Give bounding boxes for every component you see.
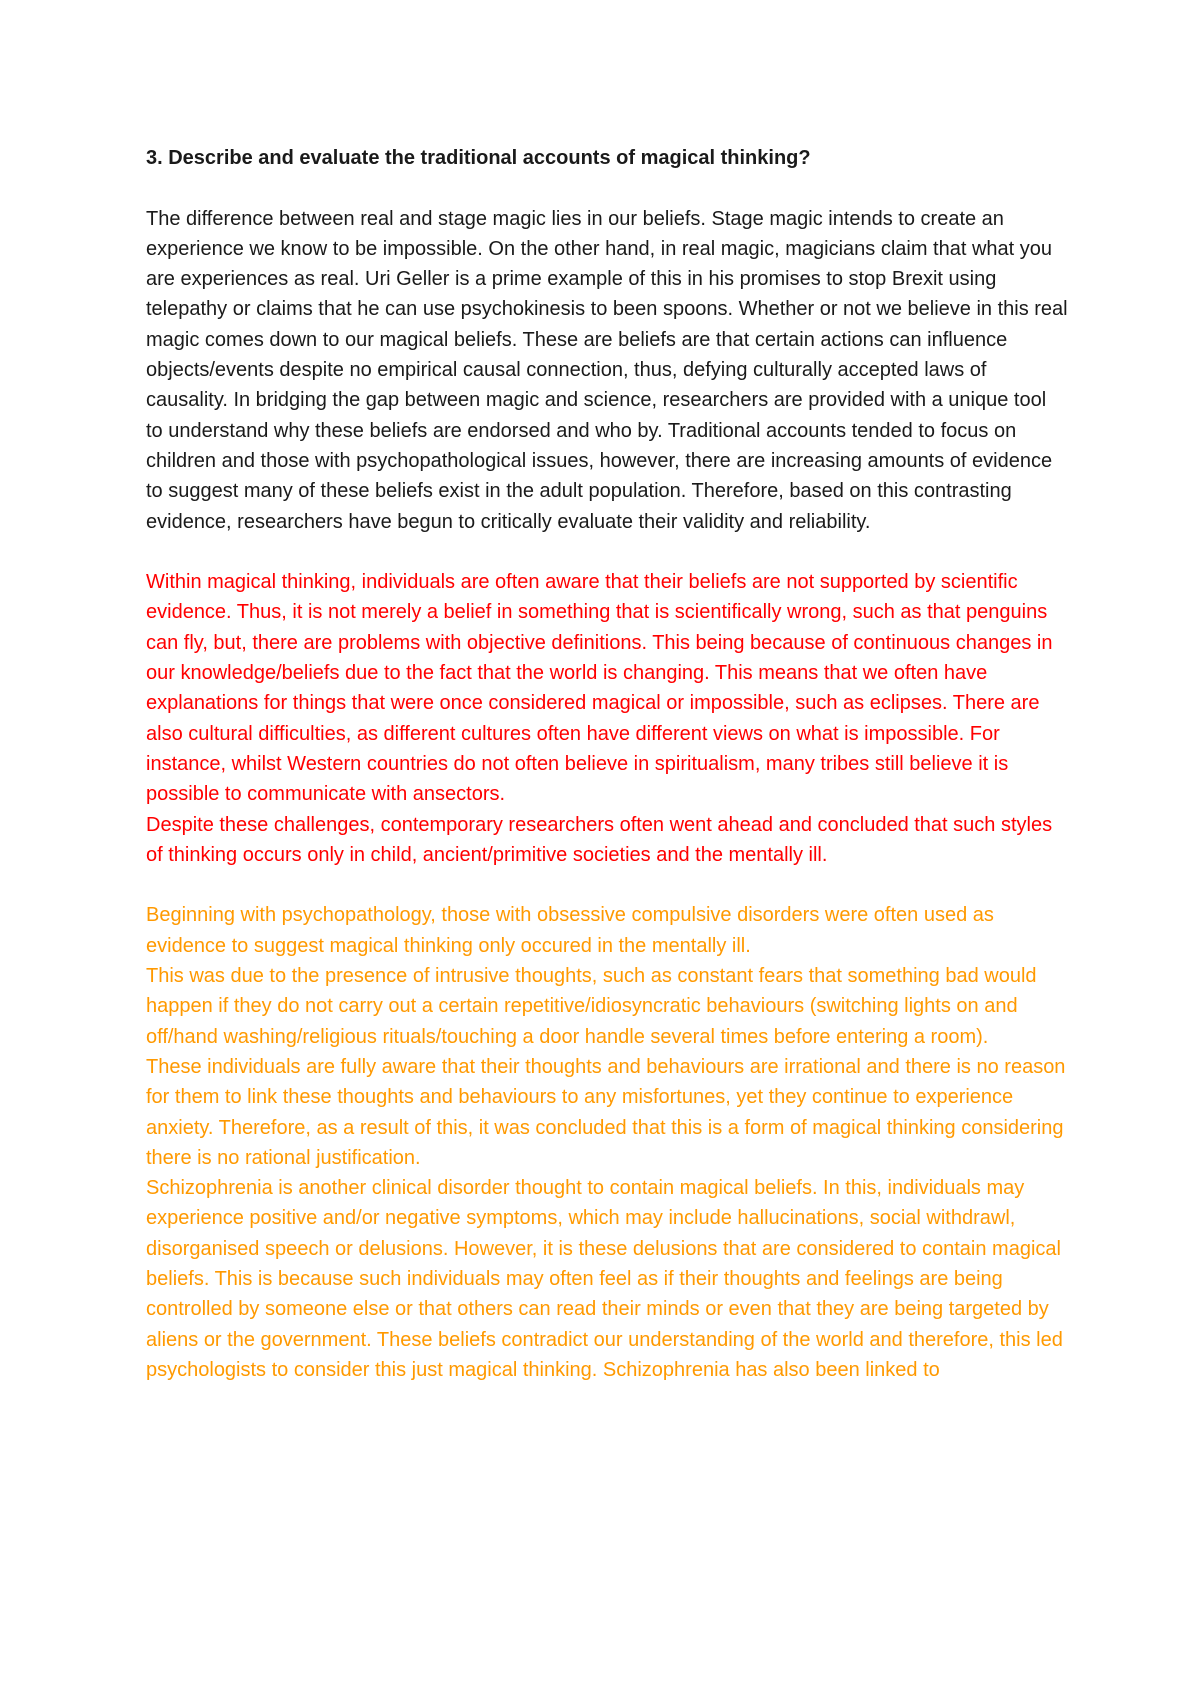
definition-section: [146, 567, 1068, 870]
intro-section: [146, 204, 1068, 537]
document-body: [146, 143, 1068, 1385]
schizophrenia-paragraph: Schizophrenia is another clinical disorder thought to contain magical beliefs. In this, individuals may experience positive and/or negative symptoms, which may include hallucinations, social withdrawl, disorganised speech or delusions. However, it is these delusions that are considered to contain magical beliefs. This is because such individuals may often feel as if their thoughts and feelings are being controlled by someone else or that others can read their minds or even that they are being targeted by aliens or the government. These beliefs contradict our understanding of the world and therefore, this led psychologists to consider this just magical thinking. Schizophrenia has also been linked to: [146, 1177, 1063, 1381]
intro-paragraph: The difference between real and stage magic lies in our beliefs. Stage magic intends to create an experience we know to be impossible. On the other hand, in real magic, magicians claim that what you are experiences as real. Uri Geller is a prime example of this in his promises to stop Brexit using telepathy or claims that he can use psychokinesis to been spoons. Whether or not we believe in this real magic comes down to our magical beliefs. These are beliefs are that certain actions can influence objects/events despite no empirical causal connection, thus, defying culturally accepted laws of causality. In bridging the gap between magic and science, researchers are provided with a unique tool to understand why these beliefs are endorsed and who by. Traditional accounts tended to focus on children and those with psychopathological issues, however, there are increasing amounts of evidence to suggest many of these beliefs exist in the adult population. Therefore, based on this contrasting evidence, researchers have begun to critically evaluate their validity and reliability.: [146, 207, 1068, 533]
ocd-intro-paragraph: Beginning with psychopathology, those with obsessive compulsive disorders were often used as evidence to suggest magical thinking only occured in the mentally ill.: [146, 904, 994, 957]
definition-conclusion-paragraph: Despite these challenges, contemporary researchers often went ahead and concluded that such styles of thinking occurs only in child, ancient/primitive societies and the mentally ill.: [146, 813, 1053, 866]
spacer: [146, 537, 1068, 567]
definition-paragraph: Within magical thinking, individuals are often aware that their beliefs are not supported by scientific evidence. Thus, it is not merely a belief in something that is scientifically wrong, such as that penguins can fly, but, there are problems with objective definitions. This being because of continuous changes in our knowledge/beliefs due to the fact that the world is changing. This means that we often have explanations for things that were once considered magical or impossible, such as eclipses. There are also cultural difficulties, as different cultures often have different views on what is impossible. For instance, whilst Western countries do not often believe in spiritualism, many tribes still believe it is possible to communicate with ansectors.: [146, 571, 1053, 806]
question-heading: 3. Describe and evaluate the traditional accounts of magical thinking?: [146, 147, 811, 169]
intrusive-thoughts-paragraph: This was due to the presence of intrusive thoughts, such as constant fears that something bad would happen if they do not carry out a certain repetitive/idiosyncratic behaviours (switching lights on and off/hand washing/religious rituals/touching a door handle several times before entering a room).: [146, 965, 1037, 1048]
spacer: [146, 870, 1068, 900]
psychopathology-section: [146, 900, 1068, 1385]
anxiety-paragraph: These individuals are fully aware that their thoughts and behaviours are irrational and there is no reason for them to link these thoughts and behaviours to any misfortunes, yet they continue to experience anxiety. Therefore, as a result of this, it was concluded that this is a form of magical thinking considering there is no rational justification.: [146, 1055, 1066, 1169]
spacer: [146, 173, 1068, 203]
